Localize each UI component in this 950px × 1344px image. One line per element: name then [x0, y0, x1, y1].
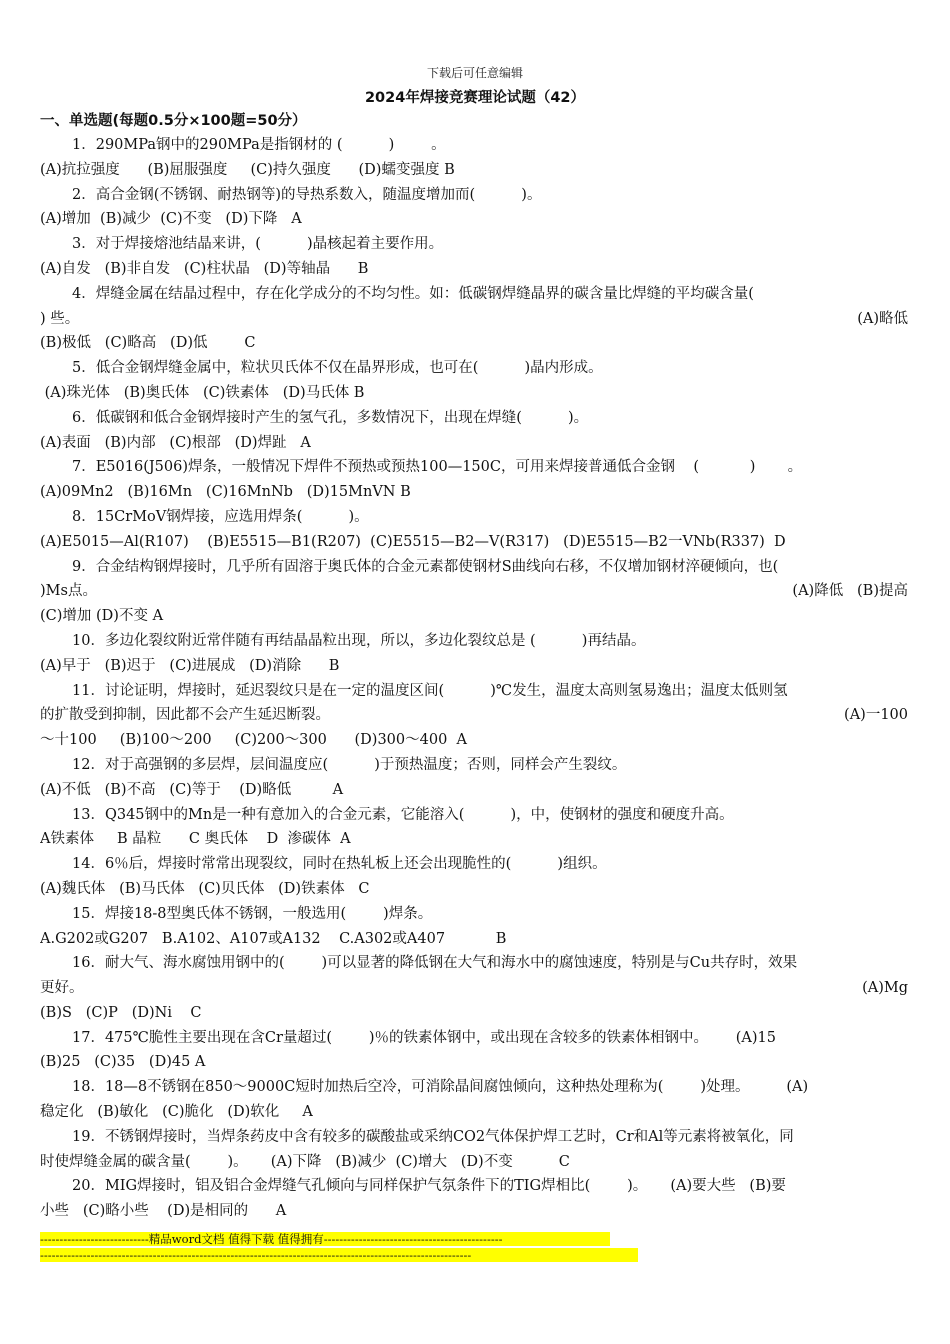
first-option: (A)Mg — [862, 980, 908, 997]
question-stem: 20．MIG焊接时，铝及铝合金焊缝气孔倾向与同样保护气氛条件下的TIG焊相比( )。 (A)要大些 (B)要 — [72, 1178, 786, 1195]
footer-banner-line-1: ----------------------------精品word文档 值得下载 值得拥有---------------------------------------------- — [40, 1232, 610, 1246]
answer-options: 小些 (C)略小些 (D)是相同的 A — [40, 1203, 287, 1220]
question-stem: 7．E5016(J506)焊条，一般情况下焊件不预热或预热100—150C，可用来焊接普通低合金钢 ( ) 。 — [72, 459, 803, 476]
question-continuation — [40, 579, 908, 604]
continuation-text: )Ms点。 — [40, 583, 97, 600]
question-stem: 10．多边化裂纹附近常伴随有再结晶晶粒出现，所以，多边化裂纹总是 ( )再结晶。 — [72, 632, 646, 649]
question-stem: 9．合金结构钢焊接时，几乎所有固溶于奥氏体的合金元素都使钢材S曲线向右移，不仅增加钢材淬硬倾向，也( — [72, 558, 779, 575]
answer-options: (A)珠光体 (B)奥氏体 (C)铁素体 (D)马氏体 B — [40, 384, 365, 401]
answer-options: (B)25 (C)35 (D)45 A — [40, 1054, 206, 1071]
question-stem: 14．6％后，焊接时常常出现裂纹，同时在热轧板上还会出现脆性的( )组织。 — [72, 856, 607, 873]
section-title: 一、单选题(每题0.5分×100题=50分） — [40, 113, 307, 129]
question-stem: 15．焊接18-8型奥氏体不锈钢，一般选用( )焊条。 — [72, 905, 433, 922]
answer-options: (C)增加 (D)不变 A — [40, 608, 164, 625]
answer-options: (A)E5015—Al(R107) (B)E5515—B1(R207) (C)E5515—B2—V(R317) (D)E5515—B2一VNb(R337) D — [40, 533, 786, 550]
answer-options: (A)魏氏体 (B)马氏体 (C)贝氏体 (D)铁素体 C — [40, 880, 370, 897]
first-option: (A)略低 — [857, 310, 908, 327]
answer-options: ～十100 (B)100～200 (C)200～300 (D)300～400 A — [40, 732, 467, 749]
question-stem: 18．18—8不锈钢在850～9000C短时加热后空冷，可消除晶间腐蚀倾向，这种热处理称为( )处理。 (A) — [72, 1079, 809, 1096]
answer-options: (A)不低 (B)不高 (C)等于 (D)略低 A — [40, 781, 344, 798]
answer-options: (A)抗拉强度 (B)屈服强度 (C)持久强度 (D)蠕变强度 B — [40, 161, 455, 178]
header-note: 下载后可任意编辑 — [426, 66, 523, 80]
question-list — [40, 133, 908, 1224]
answer-options: 稳定化 (B)敏化 (C)脆化 (D)软化 A — [40, 1104, 313, 1121]
question-stem: 17．475℃脆性主要出现在含Cr量超过( )％的铁素体钢中，或出现在含较多的铁素体相钢中。 (A)15 — [72, 1029, 776, 1046]
answer-options: (A)表面 (B)内部 (C)根部 (D)焊趾 A — [40, 434, 311, 451]
question-stem: 6．低碳钢和低合金钢焊接时产生的氢气孔，多数情况下，出现在焊缝( )。 — [72, 409, 589, 426]
answer-options: (A)自发 (B)非自发 (C)柱状晶 (D)等轴晶 B — [40, 260, 369, 277]
question-stem: 11．讨论证明，焊接时，延迟裂纹只是在一定的温度区间( )℃发生，温度太高则氢易逸出；温度太低则氢 — [72, 682, 788, 699]
continuation-text: 更好。 — [40, 980, 84, 997]
question-stem: 4．焊缝金属在结晶过程中，存在化学成分的不均匀性。如：低碳钢焊缝晶界的碳含量比焊缝的平均碳含量( — [72, 285, 754, 302]
answer-options: 时使焊缝金属的碳含量( )。 (A)下降 (B)减少 (C)增大 (D)不变 C — [40, 1153, 570, 1170]
question-continuation — [40, 976, 908, 1001]
question-continuation — [40, 307, 908, 332]
question-continuation — [40, 703, 908, 728]
question-stem: 3．对于焊接熔池结晶来讲，( )晶核起着主要作用。 — [72, 236, 444, 253]
answer-options: A铁素体 B 晶粒 C 奥氏体 D 渗碳体 A — [40, 831, 351, 848]
answer-options: (B)S (C)P (D)Ni C — [40, 1004, 202, 1021]
first-option: (A)一100 — [844, 707, 908, 724]
question-stem: 8．15CrMoV钢焊接，应选用焊条( )。 — [72, 508, 369, 525]
answer-options: (A)早于 (B)迟于 (C)进展成 (D)消除 B — [40, 657, 340, 674]
question-stem: 5．低合金钢焊缝金属中，粒状贝氏体不仅在晶界形成，也可在( )晶内形成。 — [72, 360, 603, 377]
question-stem: 1．290MPa钢中的290MPa是指钢材的 ( ) 。 — [72, 137, 446, 153]
answer-options: (B)极低 (C)略高 (D)低 C — [40, 335, 256, 352]
question-stem: 19．不锈钢焊接时，当焊条药皮中含有较多的碳酸盐或采纳CO2气体保护焊工艺时，Cr和Al等元素将被氧化，同 — [72, 1128, 794, 1145]
question-stem: 16．耐大气、海水腐蚀用钢中的( )可以显著的降低钢在大气和海水中的腐蚀速度，特别是与Cu共存时，效果 — [72, 955, 798, 972]
footer-banner-line-2: --------------------------------------------------------------------------------------------------------------- — [40, 1248, 638, 1262]
answer-options: A.G202或G207 B.A102、A107或A132 C.A302或A407 B — [40, 930, 507, 947]
answer-options: (A)09Mn2 (B)16Mn (C)16MnNb (D)15MnVN B — [40, 484, 411, 501]
question-stem: 13．Q345钢中的Mn是一种有意加入的合金元素，它能溶入( )，中，使钢材的强度和硬度升高。 — [72, 806, 734, 823]
first-option: (A)降低 (B)提高 — [792, 583, 908, 600]
continuation-text: 的扩散受到抑制，因此都不会产生延迟断裂。 — [40, 707, 330, 724]
continuation-text: ) 些。 — [40, 310, 80, 327]
page-title: 2024年焊接竞赛理论试题（42） — [364, 90, 586, 106]
answer-options: (A)增加 (B)减少 (C)不变 (D)下降 A — [40, 211, 302, 228]
question-stem: 12．对于高强钢的多层焊，层间温度应( )于预热温度；否则，同样会产生裂纹。 — [72, 756, 627, 773]
question-stem: 2．高合金钢(不锈钢、耐热钢等)的导热系数入，随温度增加而( )。 — [72, 186, 542, 203]
